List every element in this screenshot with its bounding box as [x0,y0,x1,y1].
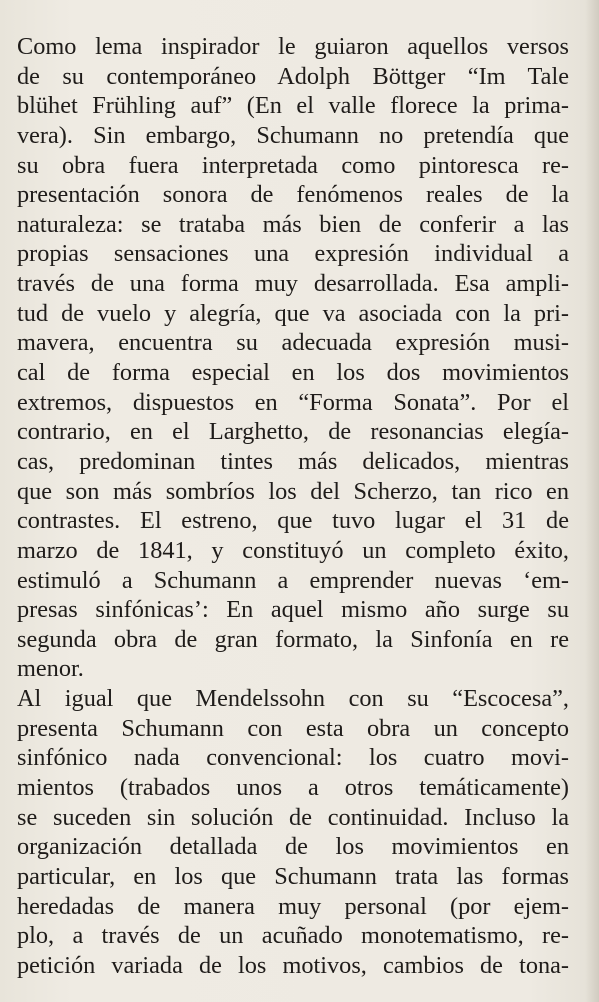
text-line: presas sinfónicas’: En aquel mismo año surge su [17,596,569,624]
text-line: petición variada de los motivos, cambios de tona- [17,951,569,979]
text-line: segunda obra de gran formato, la Sinfonía en re [17,625,569,653]
text-line: marzo de 1841, y constituyó un completo éxito, [17,536,569,564]
text-line: presentación sonora de fenómenos reales de la [17,181,569,209]
text-line: de su contemporáneo Adolph Böttger “Im Tale [17,62,569,90]
text-line: cal de forma especial en los dos movimientos [17,359,569,387]
text-line: contrario, en el Larghetto, de resonancias elegía- [17,418,569,446]
text-line: su obra fuera interpretada como pintoresca re- [17,151,569,179]
text-line: extremos, dispuestos en “Forma Sonata”. Por el [17,388,569,416]
text-line: particular, en los que Schumann trata las formas [17,862,569,890]
paragraph-1 [17,32,569,684]
text-line: plo, a través de un acuñado monotematismo, re- [17,922,569,950]
paragraph-2 [17,684,569,980]
text-line: Al igual que Mendelssohn con su “Escocesa”, [17,685,569,713]
text-line: presenta Schumann con esta obra un concepto [17,714,569,742]
text-line: contrastes. El estreno, que tuvo lugar el 31 de [17,507,569,535]
text-line: estimuló a Schumann a emprender nuevas ‘em- [17,566,569,594]
text-line: tud de vuelo y alegría, que va asociada con la pri- [17,299,569,327]
text-line: blühet Frühling auf” (En el valle florece la prima- [17,92,569,120]
text-line: se suceden sin solución de continuidad. Incluso la [17,803,569,831]
text-line: que son más sombríos los del Scherzo, tan rico en [17,477,569,505]
text-line: través de una forma muy desarrollada. Esa ampli- [17,270,569,298]
text-line: propias sensaciones una expresión individual a [17,240,569,268]
text-line: mavera, encuentra su adecuada expresión musi- [17,329,569,357]
body-text [17,32,569,981]
text-line: organización detallada de los movimientos en [17,833,569,861]
text-line: heredadas de manera muy personal (por ejem- [17,892,569,920]
text-line: Como lema inspirador le guiaron aquellos versos [17,33,569,60]
text-line: naturaleza: se trataba más bien de conferir a las [17,210,569,238]
text-line: sinfónico nada convencional: los cuatro movi- [17,744,569,772]
text-line: vera). Sin embargo, Schumann no pretendía que [17,121,569,149]
text-line: cas, predominan tintes más delicados, mientras [17,447,569,475]
page-edge-shadow [585,0,599,1002]
text-line: menor. [17,655,84,683]
text-line: mientos (trabados unos a otros temáticamente) [17,774,569,802]
